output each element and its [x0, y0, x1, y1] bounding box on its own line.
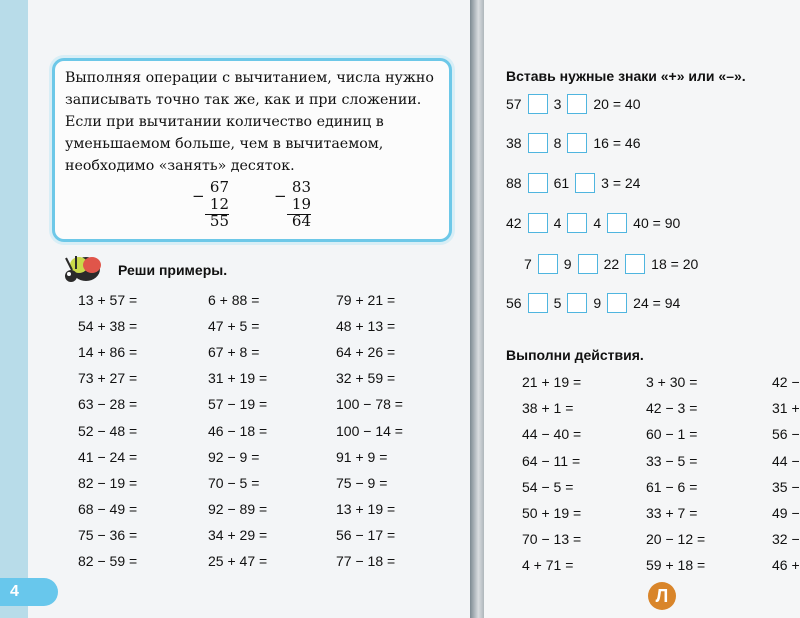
- sign-row: [506, 94, 640, 114]
- action-example: 60 − 1 =: [646, 426, 698, 443]
- book-spine: [470, 0, 484, 618]
- sign-input-box[interactable]: [528, 94, 548, 114]
- action-example: 54 − 5 =: [522, 478, 574, 495]
- sign-input-box[interactable]: [607, 293, 627, 313]
- column-example-2: − 83 19 64: [274, 178, 311, 230]
- action-example: 4 + 71 =: [522, 557, 574, 574]
- solve-example: 82 − 19 =: [78, 474, 138, 491]
- solve-example: 75 − 36 =: [78, 526, 138, 543]
- sign-term: 16 = 46: [593, 135, 641, 151]
- solve-example: 77 − 18 =: [336, 553, 396, 569]
- solve-example: 31 + 19 =: [208, 370, 268, 387]
- sign-input-box[interactable]: [538, 254, 558, 274]
- sign-input-box[interactable]: [567, 293, 587, 313]
- sign-input-box[interactable]: [528, 173, 548, 193]
- solve-example: 34 + 29 =: [208, 526, 268, 543]
- sign-term: 9: [593, 295, 602, 311]
- solve-title: Реши примеры.: [118, 262, 228, 278]
- action-example: 3 + 30 =: [646, 374, 698, 390]
- solve-example: 14 + 86 =: [78, 344, 138, 361]
- example-1-minuend: 67: [209, 178, 229, 196]
- sign-input-box[interactable]: [528, 133, 548, 153]
- action-example: 42 − 3 =: [646, 400, 698, 417]
- solve-example: 25 + 47 =: [208, 553, 268, 569]
- signs-title: Вставь нужные знаки «+» или «–».: [506, 68, 746, 84]
- sign-input-box[interactable]: [528, 213, 548, 233]
- solve-example: 6 + 88 =: [208, 292, 260, 308]
- example-1-subtrahend: 12: [209, 195, 229, 213]
- sign-term: 42: [506, 215, 522, 231]
- action-example: 35 −: [772, 478, 800, 495]
- sign-input-box[interactable]: [607, 213, 627, 233]
- solve-example: 91 + 9 =: [336, 448, 388, 465]
- sign-term: 40 = 90: [633, 215, 681, 231]
- solve-example: 47 + 5 =: [208, 318, 260, 335]
- example-2-minuend: 83: [291, 178, 311, 196]
- action-example: 38 + 1 =: [522, 400, 574, 417]
- sign-term: 8: [553, 135, 562, 151]
- solve-example: 82 − 59 =: [78, 553, 138, 569]
- example-2-subtrahend: 19: [291, 195, 311, 213]
- action-example: 44 −: [772, 452, 800, 469]
- sign-term: 18 = 20: [651, 256, 699, 272]
- sign-term: 9: [563, 256, 572, 272]
- solve-example: 75 − 9 =: [336, 474, 388, 491]
- solve-example: 41 − 24 =: [78, 448, 138, 465]
- ladybug-icon: [62, 250, 108, 284]
- solve-example: 57 − 19 =: [208, 396, 268, 413]
- solve-example: 54 + 38 =: [78, 318, 138, 335]
- publisher-logo: Л: [648, 582, 676, 610]
- action-example: 20 − 12 =: [646, 531, 706, 548]
- action-example: 31 +: [772, 400, 800, 417]
- solve-example: 13 + 19 =: [336, 500, 396, 517]
- sign-input-box[interactable]: [575, 173, 595, 193]
- sign-term: 3: [553, 96, 562, 112]
- solve-example: 92 − 9 =: [208, 448, 260, 465]
- action-example: 59 + 18 =: [646, 557, 706, 574]
- sign-input-box[interactable]: [567, 133, 587, 153]
- sign-input-box[interactable]: [567, 94, 587, 114]
- solve-example: 67 + 8 =: [208, 344, 260, 361]
- solve-example: 56 − 17 =: [336, 526, 396, 543]
- action-example: 49 −: [772, 505, 800, 521]
- column-example-1: − 67 12 55: [192, 178, 229, 230]
- action-example: 70 − 13 =: [522, 531, 582, 548]
- sign-input-box[interactable]: [528, 293, 548, 313]
- solve-example: 48 + 13 =: [336, 318, 396, 335]
- sign-term: 56: [506, 295, 522, 311]
- action-example: 64 − 11 =: [522, 452, 581, 469]
- page-number: 4: [0, 578, 58, 606]
- left-margin-strip: [0, 0, 28, 618]
- action-example: 56 −: [772, 426, 800, 443]
- solve-example: 79 + 21 =: [336, 292, 396, 308]
- sign-term: 4: [593, 215, 602, 231]
- sign-term: 7: [524, 256, 532, 272]
- rule-box: [52, 58, 452, 242]
- sign-row: [524, 254, 698, 274]
- action-example: 61 − 6 =: [646, 478, 698, 495]
- solve-example: 13 + 57 =: [78, 292, 138, 308]
- sign-term: 57: [506, 96, 522, 112]
- solve-example: 73 + 27 =: [78, 370, 138, 387]
- action-example: 50 + 19 =: [522, 505, 582, 521]
- solve-example: 64 + 26 =: [336, 344, 396, 361]
- action-example: 21 + 19 =: [522, 374, 582, 390]
- sign-term: 61: [553, 175, 570, 191]
- solve-example: 68 − 49 =: [78, 500, 138, 517]
- solve-example: 52 − 48 =: [78, 422, 138, 439]
- sign-row: [506, 133, 640, 153]
- rule-text: Выполняя операции с вычитанием, числа нужно записывать точно так же, как и при сложении. Если при вычитании количество единиц в уменьшаемом больше, чем в вычитаемом, необходимо «занять» десяток.: [65, 70, 434, 174]
- sign-term: 24 = 94: [633, 295, 681, 311]
- action-example: 42 −: [772, 374, 800, 390]
- solve-example: 46 − 18 =: [208, 422, 268, 439]
- sign-row: [506, 293, 680, 313]
- action-example: 33 − 5 =: [646, 452, 698, 469]
- action-example: 33 + 7 =: [646, 505, 698, 521]
- solve-example: 32 + 59 =: [336, 370, 396, 387]
- solve-example: 63 − 28 =: [78, 396, 138, 413]
- example-2-result: 64: [291, 212, 311, 230]
- solve-example: 100 − 78 =: [336, 396, 403, 413]
- sign-term: 88: [506, 175, 522, 191]
- sign-input-box[interactable]: [625, 254, 645, 274]
- sign-term: 38: [506, 135, 522, 151]
- sign-term: 3 = 24: [601, 175, 641, 191]
- right-page: [484, 0, 800, 618]
- action-example: 32 −: [772, 531, 800, 548]
- sign-term: 20 = 40: [593, 96, 641, 112]
- sign-row: [506, 173, 640, 193]
- sign-input-box[interactable]: [567, 213, 587, 233]
- actions-title: Выполни действия.: [506, 347, 644, 363]
- sign-term: 22: [603, 256, 620, 272]
- sign-row: [506, 213, 680, 233]
- solve-example: 100 − 14 =: [336, 422, 403, 439]
- solve-example: 92 − 89 =: [208, 500, 268, 517]
- action-example: 46 +: [772, 557, 800, 574]
- solve-example: 70 − 5 =: [208, 474, 260, 491]
- sign-input-box[interactable]: [578, 254, 598, 274]
- example-1-result: 55: [209, 212, 229, 230]
- sign-term: 5: [553, 295, 562, 311]
- sign-term: 4: [553, 215, 562, 231]
- action-example: 44 − 40 =: [522, 426, 582, 443]
